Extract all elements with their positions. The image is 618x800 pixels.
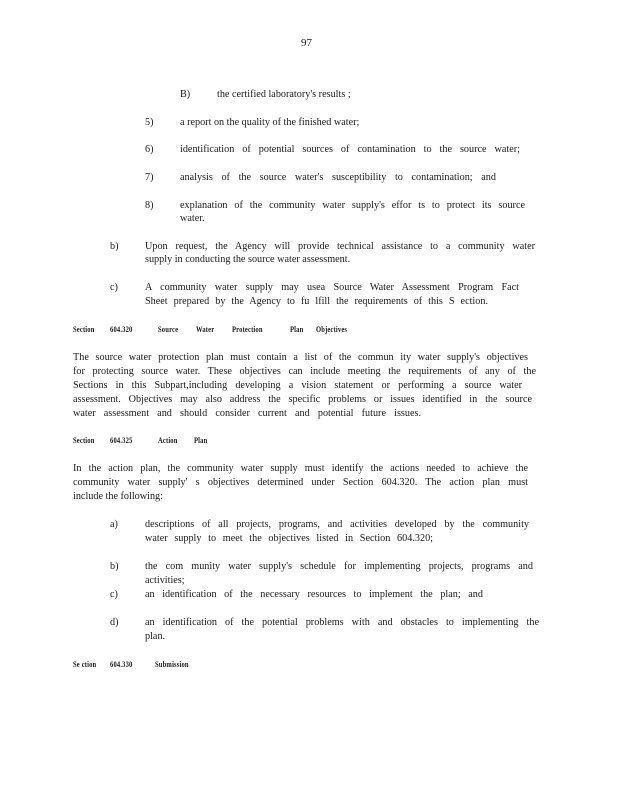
- item-marker: b): [110, 241, 119, 252]
- section-label: Section: [73, 436, 95, 445]
- item-text: the com munity water supply's schedule for implementing projects, programs and: [145, 561, 533, 572]
- item-text: an identification of the necessary resources to implement the plan; and: [145, 589, 483, 600]
- section-number: 604.320: [110, 325, 133, 334]
- item-text: the certified laboratory's results ;: [217, 89, 351, 100]
- item-text: plan.: [145, 631, 166, 642]
- paragraph-line: include the following:: [73, 491, 163, 502]
- item-marker: 8): [145, 200, 154, 211]
- item-text: Sheet prepared by the Agency to fu lfill the requirements of this S ection.: [145, 296, 488, 307]
- paragraph-line: Sections in this Subpart,including developing a vision statement or performing a source water: [73, 380, 522, 391]
- item-text: a report on the quality of the finished water;: [180, 117, 360, 128]
- item-text: water supply to meet the objectives listed in Section 604.320;: [145, 533, 433, 544]
- item-text: supply in conducting the source water assessment.: [145, 254, 351, 265]
- item-text: Upon request, the Agency will provide technical assistance to a community water: [145, 241, 535, 252]
- heading-word: Water: [196, 325, 215, 334]
- item-text: identification of potential sources of contamination to the source water;: [180, 144, 520, 155]
- heading-word: Plan: [194, 436, 208, 445]
- item-marker: d): [110, 617, 119, 628]
- paragraph-line: for protecting source water. These objectives can include meeting the requirements of any of the: [73, 366, 536, 377]
- item-text: activities;: [145, 575, 185, 586]
- heading-word: Protection: [232, 325, 263, 334]
- item-text: explanation of the community water supply's effor ts to protect its source: [180, 200, 525, 211]
- item-marker: 6): [145, 144, 154, 155]
- heading-word: Plan: [290, 325, 304, 334]
- item-marker: c): [110, 282, 118, 293]
- section-label: Se ction: [73, 660, 97, 669]
- item-text: descriptions of all projects, programs, and activities developed by the community: [145, 519, 529, 530]
- section-label: Section: [73, 325, 95, 334]
- heading-word: Source: [158, 325, 179, 334]
- item-marker: a): [110, 519, 118, 530]
- section-number: 604.325: [110, 436, 133, 445]
- heading-word: Submission: [155, 660, 189, 669]
- item-marker: B): [180, 89, 191, 100]
- item-text: water.: [180, 213, 205, 224]
- paragraph-line: assessment. Objectives may also address the specific problems or issues identified in the source: [73, 394, 532, 405]
- paragraph-line: In the action plan, the community water supply must identify the actions needed to achieve the: [73, 463, 528, 474]
- page-number: 97: [301, 37, 312, 49]
- item-marker: b): [110, 561, 119, 572]
- item-marker: 5): [145, 117, 154, 128]
- paragraph-line: community water supply' s objectives determined under Section 604.320. The action plan must: [73, 477, 528, 488]
- item-marker: 7): [145, 172, 154, 183]
- heading-word: Objectives: [316, 325, 348, 334]
- item-marker: c): [110, 589, 118, 600]
- paragraph-line: The source water protection plan must contain a list of the commun ity water supply's objectives: [73, 352, 528, 363]
- item-text: an identification of the potential problems with and obstacles to implementing the: [145, 617, 539, 628]
- item-text: A community water supply may usea Source Water Assessment Program Fact: [145, 282, 519, 293]
- heading-word: Action: [158, 436, 178, 445]
- paragraph-line: water assessment and should consider current and potential future issues.: [73, 408, 421, 419]
- item-text: analysis of the source water's susceptibility to contamination; and: [180, 172, 496, 183]
- section-number: 604.330: [110, 660, 133, 669]
